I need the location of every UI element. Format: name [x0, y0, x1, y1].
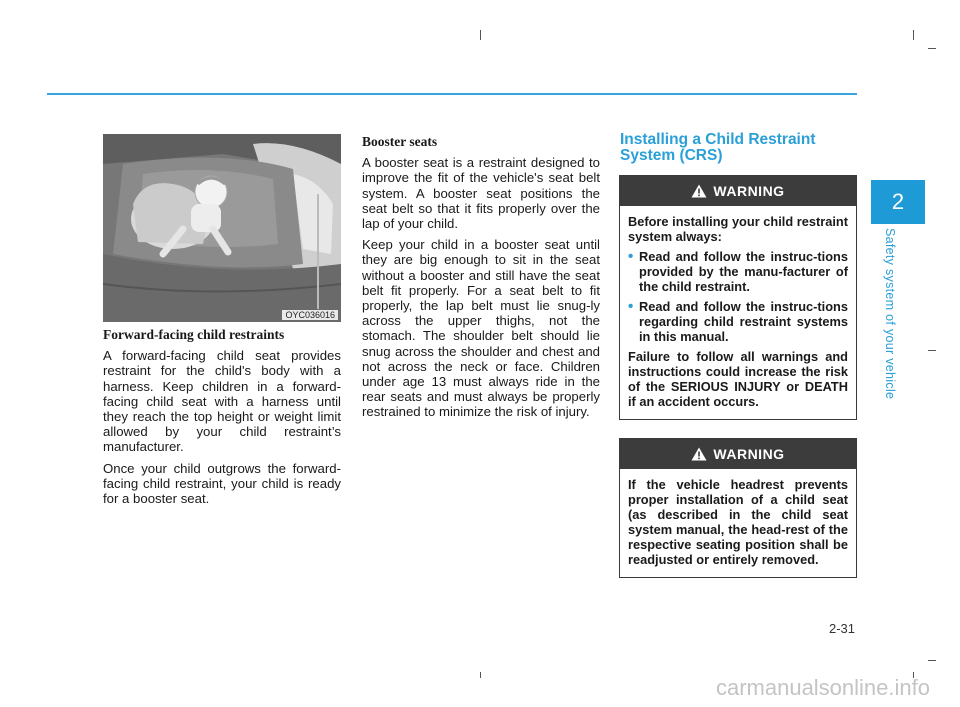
- chapter-title: Safety system of your vehicle: [883, 228, 897, 400]
- paragraph: Keep your child in a booster seat until they are big enough to sit in the seat without a booster and still have the seat belt fit properly. For a seat belt to fit properly, the lap belt must lie snug-ly across the upper thighs, not the stomach. The shoulder belt should lie snug across the shoulder and chest and not across the neck or face. Children under age 13 must always ride in the rear seats and must always be properly restrained to minimize the risk of injury.: [362, 237, 600, 420]
- warning-label: WARNING: [713, 183, 785, 199]
- warning-body: [620, 469, 856, 577]
- warning-outro: Failure to follow all warnings and instructions could increase the risk of the SERIOUS INJURY or DEATH if an accident occurs.: [628, 349, 848, 409]
- warning-triangle-icon: [691, 184, 707, 198]
- paragraph: A booster seat is a restraint designed to improve the fit of the vehicle's seat belt system. A booster seat positions the seat belt so that it fits properly over the lap of your child.: [362, 155, 600, 232]
- chapter-tab: [871, 180, 925, 224]
- warning-text: If the vehicle headrest prevents proper installation of a child seat (as described in the child seat system manual, the head-rest of the respective seating position shall be readjusted or entirely removed.: [628, 477, 848, 567]
- paragraph: Once your child outgrows the forward-facing child restraint, your child is ready for a booster seat.: [103, 460, 341, 507]
- crop-mark: [928, 350, 936, 351]
- car-interior-drawing: [103, 134, 341, 322]
- watermark: carmanualsonline.info: [715, 675, 930, 700]
- booster-seats-heading: Booster seats: [362, 134, 438, 149]
- image-code: OYC036016: [282, 310, 338, 320]
- warning-list: [628, 249, 848, 344]
- crop-mark: [928, 660, 936, 661]
- header-rule: [47, 93, 857, 95]
- crop-mark: [480, 672, 481, 678]
- warning-bullet: • Read and follow the instruc-tions provided by the manu-facturer of the child restraint.: [628, 249, 848, 294]
- paragraph: A forward-facing child seat provides restraint for the child's body with a harness. Keep children in a forward-facing child seat with a harness until they reach the top height or weight limit allowed by your child restraint’s manufacturer.: [103, 348, 341, 455]
- chapter-number: 2: [891, 189, 905, 214]
- warning-box: [619, 175, 857, 420]
- crop-mark: [480, 30, 481, 40]
- warning-header: [620, 439, 856, 469]
- section-title: Installing a Child Restraint System (CRS): [620, 131, 816, 164]
- warning-bullet: • Read and follow the instruc-tions regarding child restraint systems in this manual.: [628, 299, 848, 344]
- crop-mark: [928, 48, 936, 49]
- warning-box: [619, 438, 857, 578]
- forward-facing-heading: Forward-facing child restraints: [103, 327, 285, 342]
- middle-column: [362, 134, 600, 426]
- chapter-label: [870, 228, 910, 408]
- child-seat-illustration: [103, 134, 341, 322]
- warning-header: [620, 176, 856, 206]
- warning-triangle-icon: [691, 447, 707, 461]
- crop-mark: [913, 30, 914, 40]
- warning-body: [620, 206, 856, 419]
- page-number: 2-31: [828, 621, 855, 636]
- left-column: [103, 327, 341, 512]
- warning-label: WARNING: [713, 446, 785, 462]
- warning-intro: Before installing your child restraint system always:: [628, 214, 848, 244]
